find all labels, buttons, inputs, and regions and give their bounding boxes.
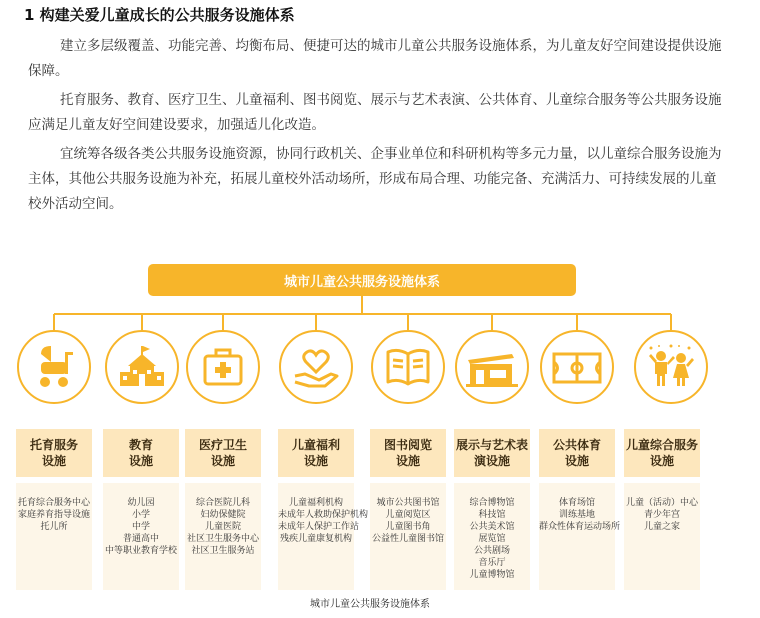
category-welfare: 儿童福利 设施 <box>278 429 354 477</box>
list-item: 综合医院儿科 <box>195 498 250 508</box>
list-item: 托育综合服务中心 <box>17 498 90 508</box>
list-item: 儿童（活动）中心 <box>625 498 698 508</box>
list-item: 音乐厅 <box>478 558 506 568</box>
diagram-title: 城市儿童公共服务设施体系 <box>148 264 576 296</box>
list-item: 儿童图书角 <box>385 522 431 532</box>
sports-court-icon <box>550 342 604 392</box>
list-item: 幼儿园 <box>127 498 155 508</box>
list-item: 小学 <box>131 510 150 520</box>
list-item: 儿童之家 <box>643 522 680 532</box>
list-item: 综合博物馆 <box>469 498 515 508</box>
circle-school <box>105 330 179 404</box>
list-item: 体育场馆 <box>558 498 595 508</box>
category-education: 教育 设施 <box>103 429 179 477</box>
section-heading: 1 构建关爱儿童成长的公共服务设施体系 <box>24 6 295 24</box>
category-library: 图书阅览 设施 <box>370 429 446 477</box>
category-comprehensive: 儿童综合服务 设施 <box>624 429 700 477</box>
list-library <box>370 483 446 590</box>
list-item: 社区卫生服务站 <box>191 546 255 556</box>
school-icon <box>116 342 168 392</box>
list-item: 普通高中 <box>122 534 159 544</box>
list-item: 儿童医院 <box>204 522 241 532</box>
list-medical <box>185 483 261 590</box>
circle-children <box>634 330 708 404</box>
list-item: 儿童博物馆 <box>469 570 515 580</box>
list-item: 公益性儿童图书馆 <box>371 534 444 544</box>
figure-caption: 城市儿童公共服务设施体系 <box>310 599 430 610</box>
category-art: 展示与艺术表 演设施 <box>454 429 530 477</box>
list-item: 青少年宫 <box>643 510 680 520</box>
paragraph-3: 宜统筹各级各类公共服务设施资源，协同行政机关、企事业单位和科研机构等多元力量，以儿童综合服务设施为主体，其他公共服务设施为补充，拓展儿童校外活动场所，形成布局合理、功能完备、充满活力、可持续发展的儿童校外活动空间。 <box>28 146 722 212</box>
circle-welfare <box>279 330 353 404</box>
list-item: 中等职业教育学校 <box>104 546 177 556</box>
list-item: 城市公共图书馆 <box>376 498 440 508</box>
heart-hand-icon <box>291 342 341 392</box>
list-welfare <box>278 483 369 590</box>
list-item: 儿童阅览区 <box>385 510 431 520</box>
list-item: 公共美术馆 <box>469 522 515 532</box>
paragraph-2: 托育服务、教育、医疗卫生、儿童福利、图书阅览、展示与艺术表演、公共体育、儿童综合服务等公共服务设施应满足儿童友好空间建设要求，加强适儿化改造。 <box>28 92 722 133</box>
list-item: 儿童福利机构 <box>288 498 343 508</box>
list-education <box>103 483 179 590</box>
circle-stroller <box>17 330 91 404</box>
list-comprehensive <box>624 483 700 590</box>
list-item: 托儿所 <box>40 522 68 532</box>
list-item: 群众性体育运动场所 <box>539 522 621 532</box>
list-item: 训练基地 <box>558 510 595 520</box>
category-medical: 医疗卫生 设施 <box>185 429 261 477</box>
list-item: 中学 <box>131 522 150 532</box>
list-item: 未成年人救助保护机构 <box>278 510 369 520</box>
list-item: 未成年人保护工作站 <box>278 522 360 532</box>
list-sports <box>539 483 621 590</box>
building-icon <box>464 342 520 392</box>
list-item: 妇幼保健院 <box>200 510 246 520</box>
category-childcare: 托育服务 设施 <box>16 429 92 477</box>
children-icon <box>645 342 697 392</box>
circle-medical <box>186 330 260 404</box>
circle-library <box>371 330 445 404</box>
list-item: 社区卫生服务中心 <box>186 534 259 544</box>
book-icon <box>383 342 433 392</box>
list-item: 公共剧场 <box>473 546 510 556</box>
medical-kit-icon <box>198 342 248 392</box>
circle-art <box>455 330 529 404</box>
list-childcare <box>16 483 92 590</box>
list-item: 残疾儿童康复机构 <box>279 534 352 544</box>
list-item: 展览馆 <box>478 534 506 544</box>
list-item: 科技馆 <box>478 510 506 520</box>
list-item: 家庭养育指导设施 <box>17 510 90 520</box>
stroller-icon <box>29 342 79 392</box>
circle-sports <box>540 330 614 404</box>
category-sports: 公共体育 设施 <box>539 429 615 477</box>
list-art <box>454 483 530 590</box>
paragraph-1: 建立多层级覆盖、功能完善、均衡布局、便捷可达的城市儿童公共服务设施体系，为儿童友好空间建设提供设施保障。 <box>28 38 722 79</box>
